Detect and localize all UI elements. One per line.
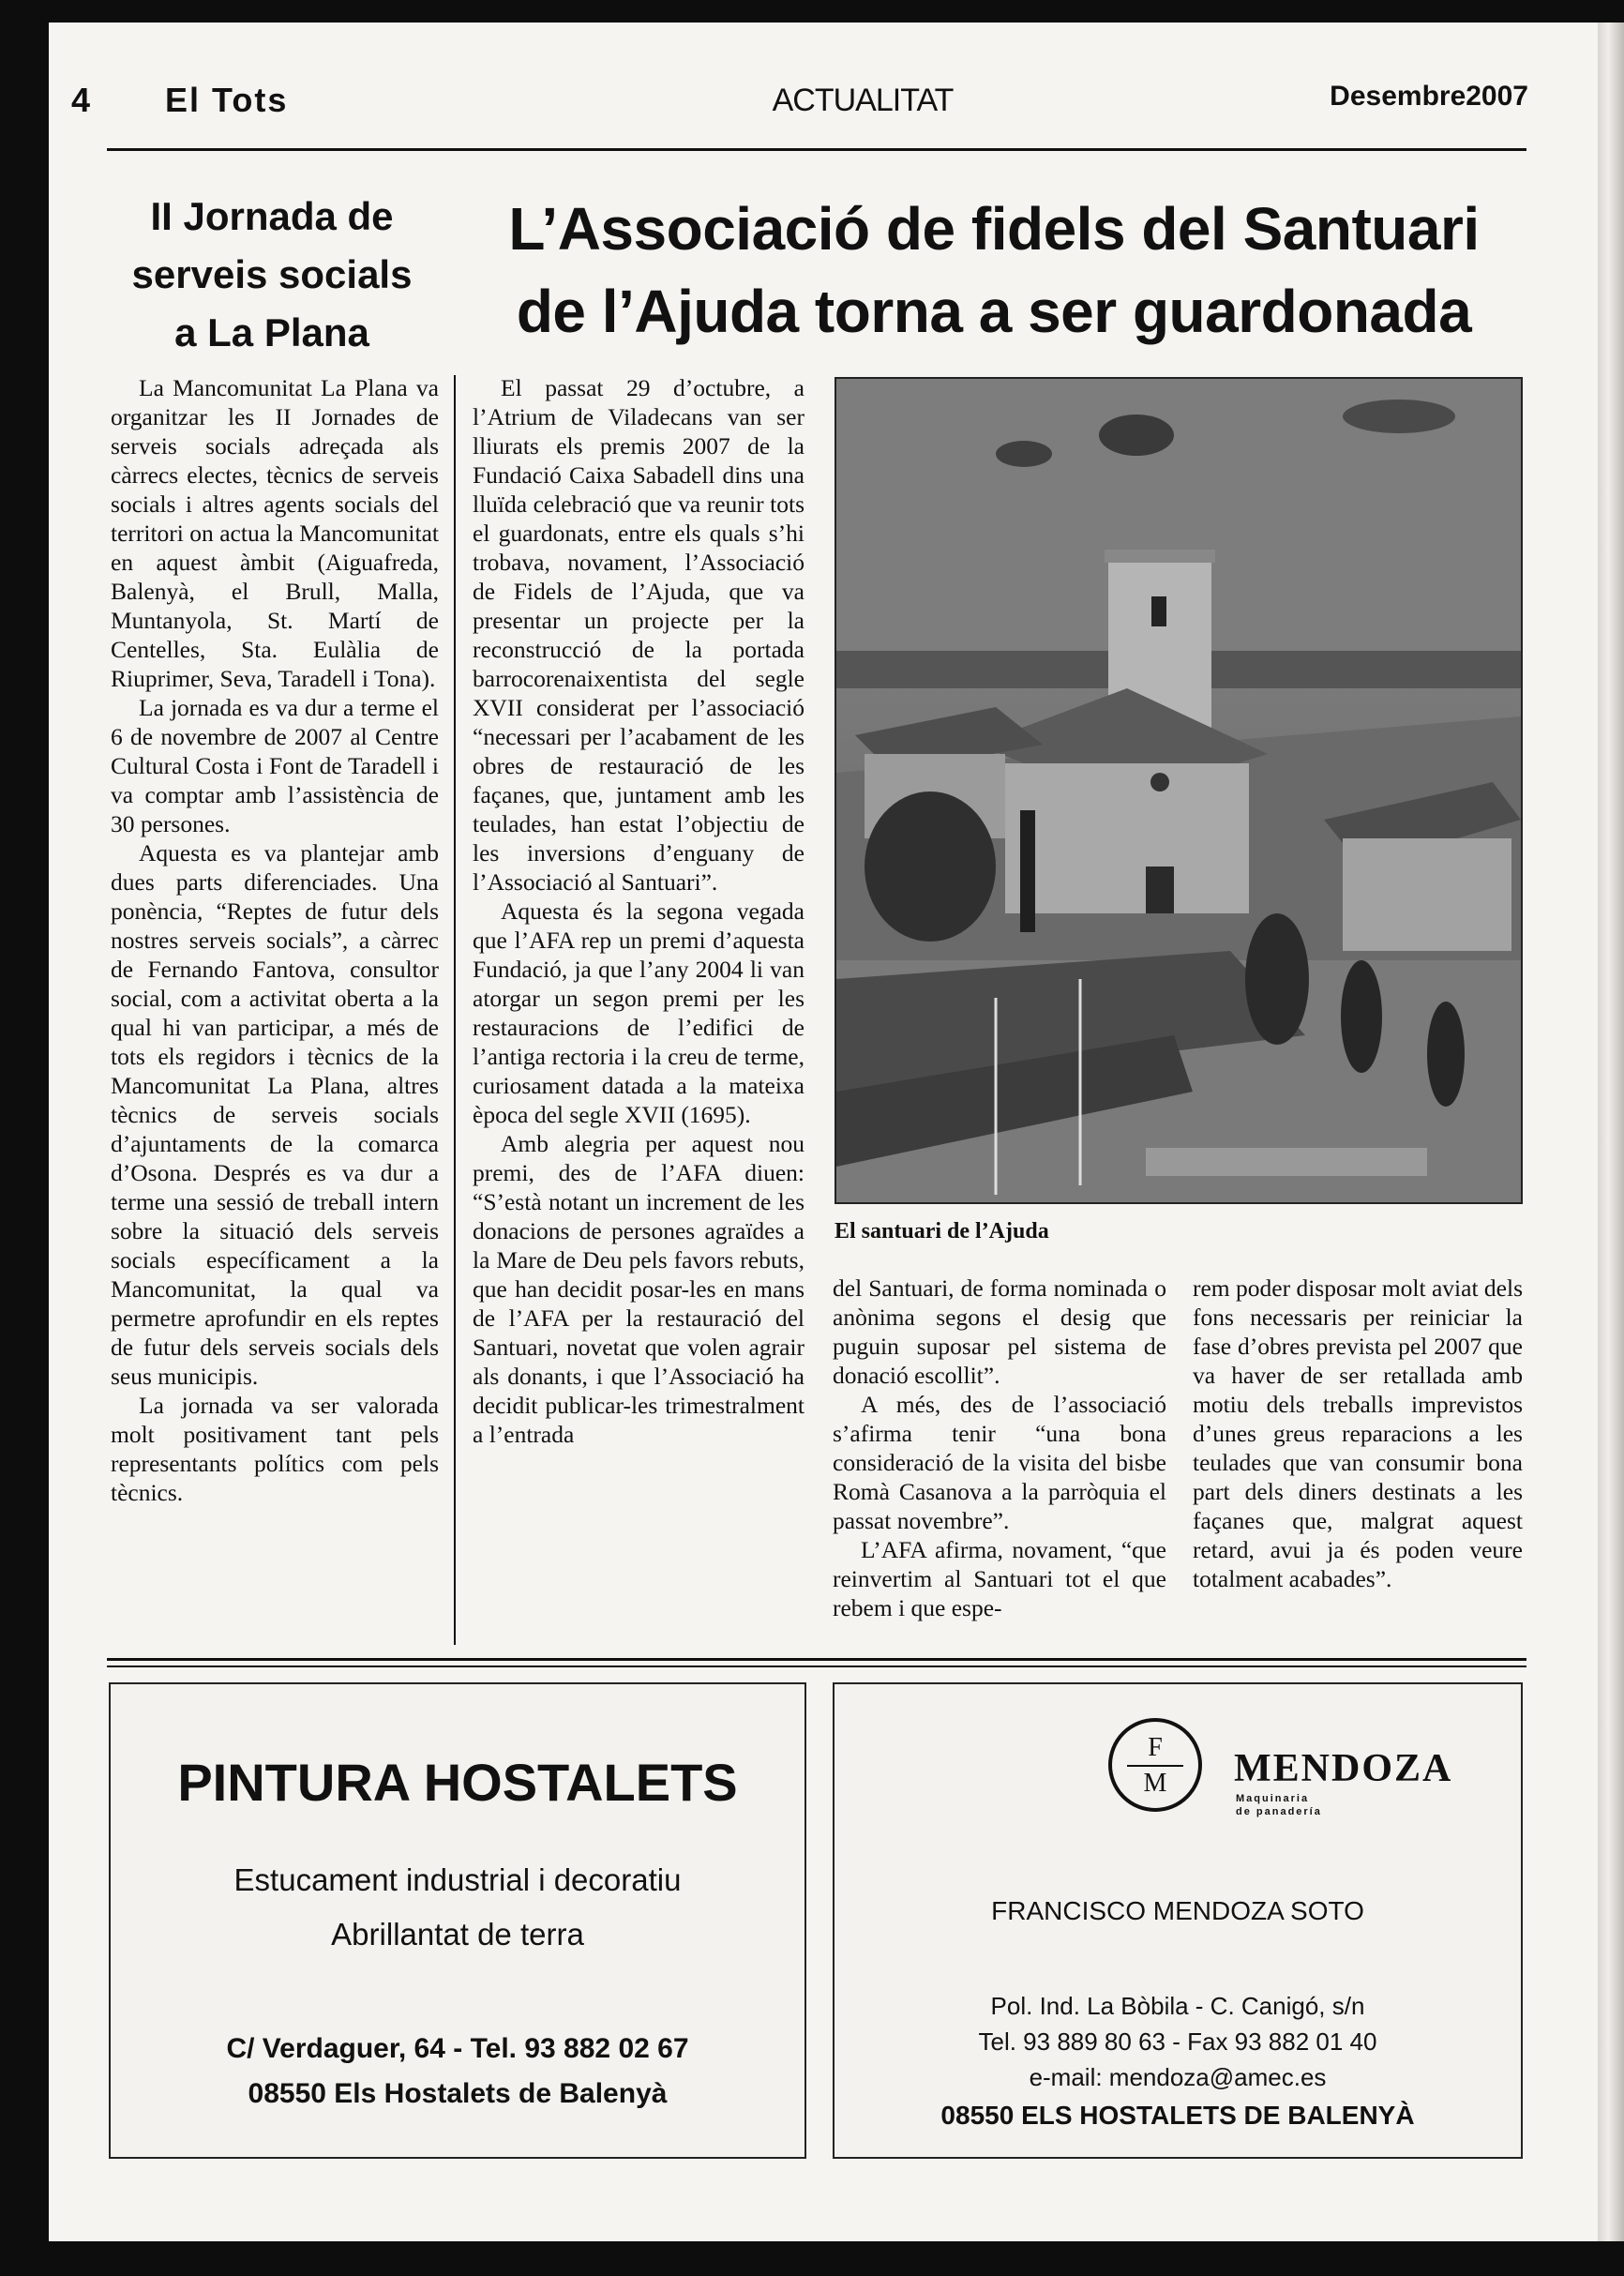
paragraph: El passat 29 d’octubre, a l’Atrium de Viladecans van ser lliurats els premis 2007 de la Fundació Caixa Sabadell dins una lluïda celebració que va reunir tots el guardonats, entre els quals s’hi trobava, novament, l’Associació de Fidels de l’Ajuda, que va presentar un projecte per la reconstrucció de la portada barrocorenaixentista del segle XVII considerat per l’associació “necessari per l’acabament de les obres de restauració de les façanes, que, juntament amb les teulades, han estat l’objectiu de les inversions d’enguany de l’Associació al Santuari”. — [473, 374, 804, 896]
mendoza-logo-icon — [1108, 1718, 1202, 1812]
photo-caption: El santuari de l’Ajuda — [835, 1219, 1049, 1244]
main-article-title — [459, 188, 1528, 353]
ad-email: e-mail: mendoza@amec.es — [1029, 2063, 1327, 2091]
logo-letter: F — [1148, 1733, 1163, 1762]
ad-line: Estucament industrial i decoratiu — [233, 1862, 682, 1897]
main-title-line: de l’Ajuda torna a ser guardonada — [516, 278, 1472, 345]
main-title-line: L’Associació de fidels del Santuari — [508, 195, 1480, 263]
paragraph: La Mancomunitat La Plana va organitzar les II Jornades de serveis socials adreçada als càrrecs electes, tècnics de serveis socials i altres agents socials del territori on actua la Mancomunitat en aquest àmbit (Aiguafreda, Balenyà, el Brull, Malla, Muntanyola, St. Martí de Centelles, Sta. Eulàlia de Riuprimer, Seva, Taradell i Tona). — [111, 374, 439, 692]
ad-brand-sub: de panadería — [1236, 1806, 1322, 1817]
sidebar-article-title — [94, 188, 450, 362]
paragraph: rem poder disposar molt aviat dels fons necessaris per reiniciar la fase d’obres prevista pel 2007 que va haver de ser retallada amb motiu dels treballs imprevistos d’unes greus reparacions a les teulades que van consumir bona part dels diners destinats a les façanes que, malgrat aquest retard, avui ja és poden veure totalment acabades”. — [1193, 1274, 1523, 1592]
page-number: 4 — [71, 81, 91, 119]
sidebar-title-line: a La Plana — [174, 310, 369, 354]
paragraph: Aquesta és la segona vegada que l’AFA rep un premi d’aquesta Fundació, ja que l’any 2004 li van atorgar un segon premi per les restauracions de l’edifici de l’antiga rectoria i la creu de terme, curiosament datada a la mateixa època del segle XVII (1695). — [473, 897, 804, 1128]
main-article-col-3 — [1193, 1274, 1523, 1593]
ad-address: Pol. Ind. La Bòbila - C. Canigó, s/n — [990, 1992, 1365, 2020]
ad-address: C/ Verdaguer, 64 - Tel. 93 882 02 67 — [226, 2033, 689, 2064]
paragraph: Aquesta es va plantejar amb dues parts diferenciades. Una ponència, “Reptes de futur dels nostres serveis socials”, a càrrec de Fernando Fantova, consultor social, com a activitat oberta a la qual hi van participar, a més de tots els regidors i tècnics de la Mancomunitat La Plana, altres tècnics de serveis socials d’ajuntaments de la comarca d’Osona. Després es va dur a terme una sessió de treball intern sobre la situació dels serveis socials específicament a la Mancomunitat, la qual va permetre aprofundir en els reptes de futur dels serveis socials dels seus municipis. — [111, 839, 439, 1390]
ad-brand-sub: Maquinaria — [1236, 1793, 1310, 1804]
paragraph: del Santuari, de forma nominada o anònima segons el desig que puguin suposar pel sistema de donació escollit”. — [833, 1274, 1166, 1389]
sanctuary-illustration — [836, 379, 1521, 1202]
ad-phones: Tel. 93 889 80 63 - Fax 93 882 01 40 — [978, 2027, 1377, 2056]
paragraph: La jornada es va dur a terme el 6 de novembre de 2007 al Centre Cultural Costa i Font de Taradell i va comptar amb l’assistència de 30 persones. — [111, 694, 439, 837]
ad-line: Abrillantat de terra — [331, 1917, 584, 1952]
sidebar-article-body — [111, 373, 439, 1507]
issue-date: Desembre2007 — [1330, 81, 1528, 112]
main-article-col-2 — [833, 1274, 1166, 1622]
logo-letter: M — [1143, 1769, 1167, 1798]
paragraph: L’AFA afirma, novament, “que reinvertim al Santuari tot el que rebem i que espe- — [833, 1536, 1166, 1621]
ads-rule-bottom — [107, 1666, 1526, 1667]
header-rule — [107, 148, 1526, 151]
magazine-name: El Tots — [165, 81, 289, 119]
section-title: ACTUALITAT — [772, 83, 954, 118]
ad-city: 08550 ELS HOSTALETS DE BALENYÀ — [940, 2101, 1415, 2130]
paragraph: A més, des de l’associació s’afirma tenir “una bona consideració de la visita del bisbe Romà Casanova a la parròquia el passat novembre”. — [833, 1391, 1166, 1534]
ad-owner: FRANCISCO MENDOZA SOTO — [991, 1896, 1364, 1925]
sanctuary-photo — [835, 377, 1523, 1204]
main-article-col-1 — [473, 373, 804, 1449]
column-divider — [454, 375, 456, 1645]
sidebar-title-line: II Jornada de — [150, 194, 394, 238]
paragraph: Amb alegria per aquest nou premi, des de l’AFA diuen: “S’està notant un increment de les donacions de persones agraïdes a la Mare de Deu pels favors rebuts, que han decidit posar-les en mans de l’AFA per la restauració del Santuari, novetat que volen agrair als donants, i que l’Associació ha decidit publicar-les trimestralment a l’entrada — [473, 1130, 804, 1448]
ad-mendoza — [833, 1682, 1523, 2159]
sidebar-title-line: serveis socials — [131, 252, 413, 296]
paragraph: La jornada va ser valorada molt positivament tant pels representants polítics com pels tècnics. — [111, 1392, 439, 1506]
ads-rule-top — [107, 1658, 1526, 1661]
ad-pintura-hostalets — [109, 1682, 806, 2159]
ad-title: PINTURA HOSTALETS — [177, 1753, 738, 1812]
ad-city: 08550 Els Hostalets de Balenyà — [248, 2078, 668, 2109]
ad-brand: MENDOZA — [1234, 1747, 1453, 1790]
page-edge — [1598, 23, 1624, 2241]
